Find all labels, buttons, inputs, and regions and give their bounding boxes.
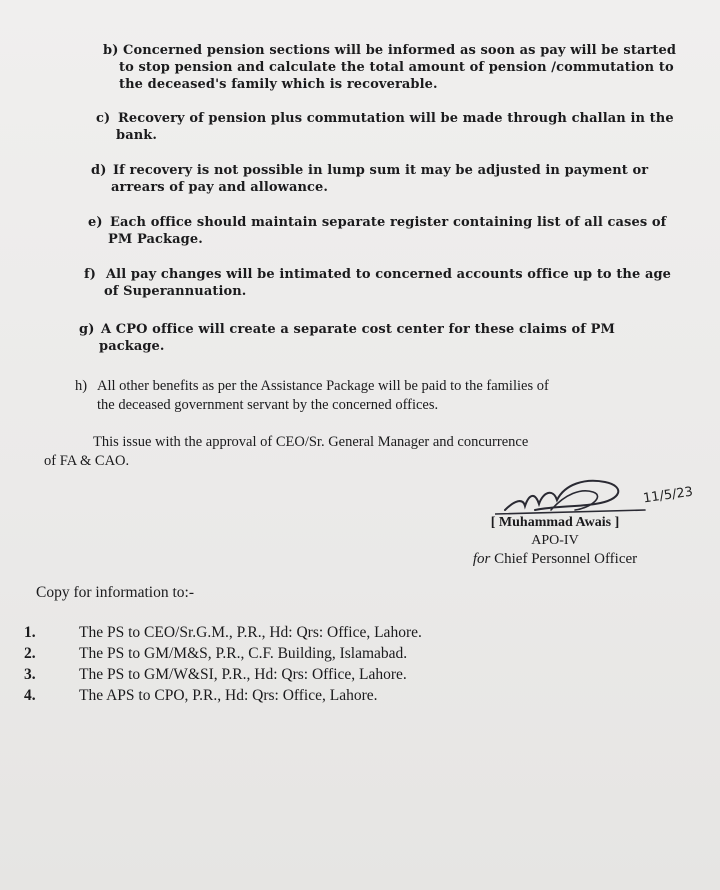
handwritten-signature xyxy=(495,470,655,520)
list-item-text: The PS to CEO/Sr.G.M., P.R., Hd: Qrs: Office, Lahore. xyxy=(79,624,422,641)
clause-text-line: A CPO office will create a separate cost center for these claims of PM xyxy=(101,322,615,337)
clause-text-line: of Superannuation. xyxy=(104,284,247,299)
clause-c xyxy=(96,110,696,144)
clause-label: e) xyxy=(88,215,103,230)
list-item-number: 3. xyxy=(24,666,36,683)
clause-text-line: to stop pension and calculate the total amount of pension /commutation to xyxy=(119,60,674,75)
for-prefix: for xyxy=(472,551,491,567)
list-item-number: 4. xyxy=(24,687,36,704)
list-item-text: The PS to GM/W&SI, P.R., Hd: Qrs: Office, Lahore. xyxy=(79,666,407,683)
list-item-text: The PS to GM/M&S, P.R., C.F. Building, Islamabad. xyxy=(79,645,408,662)
clause-label: h) xyxy=(75,378,88,394)
clause-label: b) xyxy=(103,43,119,58)
copy-heading: Copy for information to:- xyxy=(36,584,194,601)
clause-d xyxy=(91,162,701,196)
clause-b xyxy=(103,42,703,93)
clause-label: d) xyxy=(91,163,107,178)
list-item-number: 2. xyxy=(24,645,36,662)
clause-h xyxy=(75,377,695,415)
clause-text-line: the deceased government servant by the concerned offices. xyxy=(97,397,439,413)
clause-label: c) xyxy=(96,111,111,126)
handwritten-date: 11/5/23 xyxy=(642,484,694,507)
clause-g xyxy=(79,321,699,355)
list-item-text: The APS to CPO, P.R., Hd: Qrs: Office, Lahore. xyxy=(79,687,378,704)
office-name: Chief Personnel Officer xyxy=(490,551,638,567)
clause-text-line: the deceased's family which is recoverable. xyxy=(119,77,438,92)
approval-line-2: of FA & CAO. xyxy=(44,453,130,469)
signatory-office xyxy=(440,551,670,568)
clause-text-line: All other benefits as per the Assistance Package will be paid to the families of xyxy=(97,378,549,394)
clause-e xyxy=(88,214,703,248)
clause-text-line: If recovery is not possible in lump sum it may be adjusted in payment or xyxy=(113,163,649,178)
approval-paragraph xyxy=(44,433,684,471)
clause-text-line: PM Package. xyxy=(108,232,203,247)
clause-text-line: package. xyxy=(99,339,165,354)
signatory-name: [ Muhammad Awais ] xyxy=(490,515,620,530)
clause-text-line: Recovery of pension plus commutation will be made through challan in the xyxy=(118,111,674,126)
clause-text-line: Each office should maintain separate register containing list of all cases of xyxy=(110,215,667,230)
clause-label: f) xyxy=(84,267,96,282)
list-item-number: 1. xyxy=(24,624,36,641)
clause-text-line: bank. xyxy=(116,128,157,143)
clause-text-line: arrears of pay and allowance. xyxy=(111,180,329,195)
clause-label: g) xyxy=(79,322,95,337)
clause-text-line: Concerned pension sections will be informed as soon as pay will be started xyxy=(123,43,677,58)
clause-f xyxy=(84,266,704,300)
signature-block xyxy=(440,515,670,568)
clause-text-line: All pay changes will be intimated to concerned accounts office up to the age xyxy=(106,267,672,282)
signatory-title: APO-IV xyxy=(531,533,579,548)
approval-line-1: This issue with the approval of CEO/Sr. General Manager and concurrence xyxy=(93,434,529,450)
